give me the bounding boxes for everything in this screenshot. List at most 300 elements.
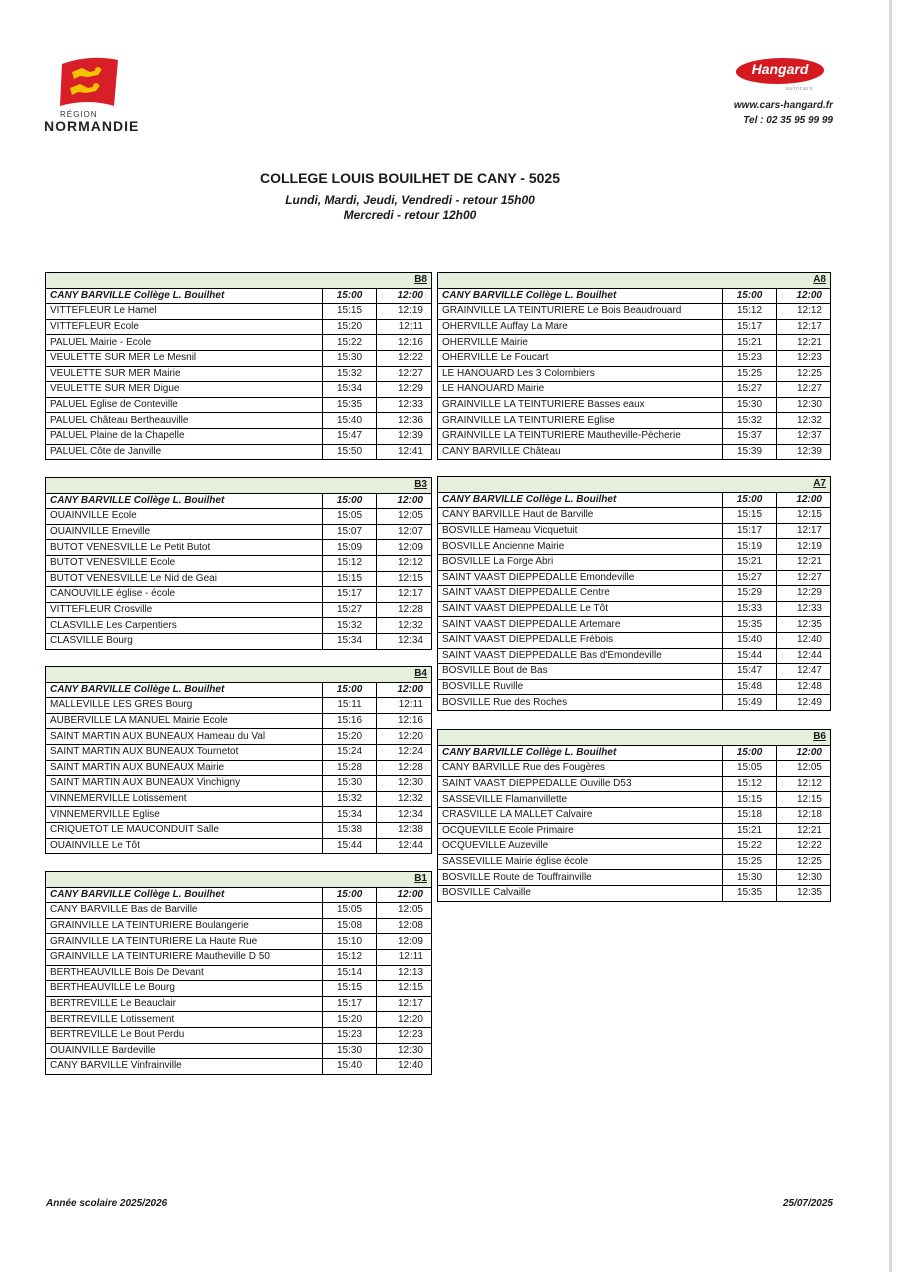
time-afternoon: 15:28 <box>323 760 377 776</box>
stop-name: PALUEL Côte de Janville <box>46 444 323 460</box>
time-afternoon: 15:15 <box>723 508 777 524</box>
stop-name: CANY BARVILLE Haut de Barville <box>438 508 723 524</box>
stop-name: VINNEMERVILLE Eglise <box>46 807 323 823</box>
table-row <box>438 444 831 460</box>
time-midday: 12:13 <box>377 965 432 981</box>
time-midday: 12:15 <box>377 571 432 587</box>
table-row <box>46 903 432 919</box>
time-afternoon: 15:32 <box>323 618 377 634</box>
time-afternoon: 15:44 <box>723 648 777 664</box>
table-row <box>46 350 432 366</box>
time-midday: 12:34 <box>377 807 432 823</box>
time-afternoon: 15:05 <box>323 509 377 525</box>
time-midday: 12:30 <box>377 776 432 792</box>
stop-name: SAINT VAAST DIEPPEDALLE Artemare <box>438 617 723 633</box>
stop-name: OUAINVILLE Bardeville <box>46 1043 323 1059</box>
table-row <box>46 887 432 903</box>
time-midday: 12:16 <box>377 713 432 729</box>
time-afternoon: 15:15 <box>323 304 377 320</box>
stop-name: SASSEVILLE Flamanvillette <box>438 792 723 808</box>
time-afternoon: 15:05 <box>323 903 377 919</box>
hangard-logo <box>728 56 833 92</box>
stop-name: CANY BARVILLE Vinfrainville <box>46 1059 323 1075</box>
time-afternoon: 15:15 <box>323 571 377 587</box>
table-row <box>46 729 432 745</box>
time-afternoon: 15:47 <box>723 664 777 680</box>
table-row <box>438 679 831 695</box>
time-afternoon: 15:17 <box>323 587 377 603</box>
time-afternoon: 15:32 <box>323 791 377 807</box>
table-row <box>438 288 831 304</box>
table-row <box>438 885 831 901</box>
time-afternoon: 15:27 <box>723 382 777 398</box>
table-row <box>438 554 831 570</box>
route-header <box>46 872 432 888</box>
time-afternoon: 15:12 <box>323 949 377 965</box>
table-row <box>46 838 432 854</box>
document-date: 25/07/2025 <box>782 1198 833 1209</box>
stop-name: CRIQUETOT LE MAUCONDUIT Salle <box>46 822 323 838</box>
schedule-days-2: Mercredi - retour 12h00 <box>343 208 477 222</box>
table-row <box>46 918 432 934</box>
time-afternoon: 15:11 <box>323 698 377 714</box>
time-midday: 12:20 <box>377 729 432 745</box>
stop-name: AUBERVILLE LA MANUEL Mairie Ecole <box>46 713 323 729</box>
time-midday: 12:28 <box>377 602 432 618</box>
table-row <box>438 319 831 335</box>
time-midday: 12:12 <box>377 555 432 571</box>
time-afternoon: 15:32 <box>323 366 377 382</box>
stop-name: GRAINVILLE LA TEINTURIERE Basses eaux <box>438 397 723 413</box>
stop-name: SAINT VAAST DIEPPEDALLE Ouville D53 <box>438 776 723 792</box>
time-afternoon: 15:24 <box>323 744 377 760</box>
stop-name: SAINT VAAST DIEPPEDALLE Centre <box>438 586 723 602</box>
stop-name: BOSVILLE Calvaille <box>438 885 723 901</box>
website-link[interactable]: www.cars-hangard.fr <box>733 100 833 111</box>
time-midday: 12:40 <box>377 1059 432 1075</box>
time-midday: 12:09 <box>377 934 432 950</box>
time-midday: 12:22 <box>777 839 831 855</box>
table-row <box>46 493 432 509</box>
time-midday: 12:29 <box>377 382 432 398</box>
stop-name: OCQUEVILLE Auzeville <box>438 839 723 855</box>
table-row <box>46 1059 432 1075</box>
time-afternoon: 15:25 <box>723 854 777 870</box>
stop-name: CRASVILLE LA MALLET Calvaire <box>438 807 723 823</box>
time-midday: 12:48 <box>777 679 831 695</box>
stop-name: CANOUVILLE église - école <box>46 587 323 603</box>
table-row <box>46 760 432 776</box>
stop-name: SAINT MARTIN AUX BUNEAUX Vinchigny <box>46 776 323 792</box>
stop-name: BOSVILLE Hameau Vicquetuit <box>438 523 723 539</box>
table-row <box>438 617 831 633</box>
time-midday: 12:05 <box>377 903 432 919</box>
time-midday: 12:39 <box>377 428 432 444</box>
stop-name: CANY BARVILLE Collège L. Bouilhet <box>46 288 323 304</box>
time-midday: 12:41 <box>377 444 432 460</box>
stop-name: CANY BARVILLE Bas de Barville <box>46 903 323 919</box>
route-table-b8 <box>45 272 432 460</box>
time-midday: 12:12 <box>777 776 831 792</box>
time-midday: 12:00 <box>377 682 432 698</box>
time-afternoon: 15:20 <box>323 729 377 745</box>
table-row <box>46 965 432 981</box>
time-midday: 12:33 <box>377 397 432 413</box>
stop-name: CANY BARVILLE Collège L. Bouilhet <box>438 288 723 304</box>
hangard-logo-sub: autocars <box>786 86 814 92</box>
time-afternoon: 15:40 <box>323 413 377 429</box>
route-code: B1 <box>46 872 432 888</box>
table-row <box>46 822 432 838</box>
table-row <box>46 509 432 525</box>
stop-name: VEULETTE SUR MER Le Mesnil <box>46 350 323 366</box>
time-afternoon: 15:20 <box>323 1012 377 1028</box>
time-midday: 12:21 <box>777 823 831 839</box>
stop-name: SAINT VAAST DIEPPEDALLE Bas d'Emondeville <box>438 648 723 664</box>
table-row <box>46 524 432 540</box>
table-row <box>438 397 831 413</box>
table-row <box>438 366 831 382</box>
stop-name: GRAINVILLE LA TEINTURIERE Mautheville-Pècherie <box>438 428 723 444</box>
time-afternoon: 15:47 <box>323 428 377 444</box>
route-header <box>438 730 831 746</box>
time-midday: 12:47 <box>777 664 831 680</box>
time-afternoon: 15:30 <box>323 350 377 366</box>
time-midday: 12:35 <box>777 885 831 901</box>
stop-name: BOSVILLE Rue des Roches <box>438 695 723 711</box>
table-row <box>46 335 432 351</box>
stop-name: SAINT MARTIN AUX BUNEAUX Hameau du Val <box>46 729 323 745</box>
time-midday: 12:11 <box>377 319 432 335</box>
phone-number: Tel : 02 35 95 99 99 <box>743 115 833 126</box>
time-midday: 12:29 <box>777 586 831 602</box>
route-header <box>46 478 432 494</box>
normandy-flag-icon <box>58 54 122 110</box>
time-afternoon: 15:48 <box>723 679 777 695</box>
time-midday: 12:25 <box>777 366 831 382</box>
time-midday: 12:17 <box>777 523 831 539</box>
time-afternoon: 15:30 <box>723 870 777 886</box>
route-code: B3 <box>46 478 432 494</box>
schedule-days-1: Lundi, Mardi, Jeudi, Vendredi - retour 15h00 <box>285 193 535 207</box>
stop-name: BUTOT VENESVILLE Le Petit Butot <box>46 540 323 556</box>
table-row <box>46 397 432 413</box>
stop-name: GRAINVILLE LA TEINTURIERE La Haute Rue <box>46 934 323 950</box>
time-afternoon: 15:27 <box>323 602 377 618</box>
table-row <box>438 413 831 429</box>
table-row <box>438 648 831 664</box>
table-row <box>438 601 831 617</box>
time-afternoon: 15:27 <box>723 570 777 586</box>
time-afternoon: 15:35 <box>323 397 377 413</box>
stop-name: OUAINVILLE Erneville <box>46 524 323 540</box>
time-midday: 12:22 <box>377 350 432 366</box>
stop-name: BUTOT VENESVILLE Ecole <box>46 555 323 571</box>
stop-name: CANY BARVILLE Collège L. Bouilhet <box>46 493 323 509</box>
table-row <box>46 934 432 950</box>
time-afternoon: 15:30 <box>323 1043 377 1059</box>
time-afternoon: 15:35 <box>723 885 777 901</box>
table-row <box>438 745 831 761</box>
table-row <box>46 744 432 760</box>
time-afternoon: 15:21 <box>723 823 777 839</box>
time-midday: 12:00 <box>377 887 432 903</box>
time-afternoon: 15:08 <box>323 918 377 934</box>
route-header <box>438 273 831 289</box>
stop-name: LE HANOUARD Mairie <box>438 382 723 398</box>
time-midday: 12:32 <box>777 413 831 429</box>
time-midday: 12:30 <box>777 870 831 886</box>
stop-name: BOSVILLE Route de Touffrainville <box>438 870 723 886</box>
time-afternoon: 15:39 <box>723 444 777 460</box>
stop-name: GRAINVILLE LA TEINTURIERE Mautheville D 50 <box>46 949 323 965</box>
time-afternoon: 15:18 <box>723 807 777 823</box>
table-row <box>438 523 831 539</box>
table-row <box>46 319 432 335</box>
time-midday: 12:23 <box>777 350 831 366</box>
time-midday: 12:11 <box>377 698 432 714</box>
time-midday: 12:15 <box>777 508 831 524</box>
time-afternoon: 15:15 <box>323 981 377 997</box>
stop-name: LE HANOUARD Les 3 Colombiers <box>438 366 723 382</box>
stop-name: PALUEL Mairie - Ecole <box>46 335 323 351</box>
time-afternoon: 15:29 <box>723 586 777 602</box>
time-afternoon: 15:23 <box>723 350 777 366</box>
stop-name: CANY BARVILLE Rue des Fougères <box>438 761 723 777</box>
region-name: NORMANDIE <box>44 118 140 134</box>
table-row <box>438 695 831 711</box>
time-midday: 12:00 <box>377 288 432 304</box>
stop-name: BERTHEAUVILLE Le Bourg <box>46 981 323 997</box>
time-midday: 12:24 <box>377 744 432 760</box>
time-afternoon: 15:05 <box>723 761 777 777</box>
stop-name: PALUEL Eglise de Conteville <box>46 397 323 413</box>
time-midday: 12:00 <box>777 492 831 508</box>
time-afternoon: 15:20 <box>323 319 377 335</box>
route-table-a8 <box>437 272 831 460</box>
time-midday: 12:08 <box>377 918 432 934</box>
time-midday: 12:17 <box>377 996 432 1012</box>
table-row <box>438 586 831 602</box>
time-midday: 12:30 <box>377 1043 432 1059</box>
stop-name: BERTHEAUVILLE Bois De Devant <box>46 965 323 981</box>
time-afternoon: 15:09 <box>323 540 377 556</box>
stop-name: CANY BARVILLE Château <box>438 444 723 460</box>
route-code: A8 <box>438 273 831 289</box>
time-midday: 12:17 <box>377 587 432 603</box>
time-midday: 12:27 <box>777 382 831 398</box>
table-row <box>46 791 432 807</box>
stop-name: VITTEFLEUR Crosville <box>46 602 323 618</box>
table-row <box>438 428 831 444</box>
time-afternoon: 15:00 <box>323 887 377 903</box>
time-afternoon: 15:17 <box>723 319 777 335</box>
stop-name: BOSVILLE La Forge Abri <box>438 554 723 570</box>
table-row <box>46 540 432 556</box>
stop-name: VEULETTE SUR MER Digue <box>46 382 323 398</box>
time-midday: 12:39 <box>777 444 831 460</box>
time-midday: 12:33 <box>777 601 831 617</box>
time-midday: 12:19 <box>377 304 432 320</box>
time-afternoon: 15:00 <box>723 288 777 304</box>
table-row <box>438 761 831 777</box>
time-midday: 12:21 <box>777 335 831 351</box>
time-afternoon: 15:15 <box>723 792 777 808</box>
time-midday: 12:16 <box>377 335 432 351</box>
table-row <box>438 539 831 555</box>
stop-name: VITTEFLEUR Ecole <box>46 319 323 335</box>
time-midday: 12:44 <box>377 838 432 854</box>
table-row <box>46 571 432 587</box>
stop-name: OCQUEVILLE Ecole Primaire <box>438 823 723 839</box>
time-afternoon: 15:22 <box>723 839 777 855</box>
table-row <box>46 444 432 460</box>
table-row <box>46 776 432 792</box>
stop-name: PALUEL Château Bertheauville <box>46 413 323 429</box>
table-row <box>46 633 432 649</box>
route-code: B6 <box>438 730 831 746</box>
table-row <box>46 1043 432 1059</box>
school-year: Année scolaire 2025/2026 <box>46 1198 168 1209</box>
stop-name: OUAINVILLE Le Tôt <box>46 838 323 854</box>
page-title: COLLEGE LOUIS BOUILHET DE CANY - 5025 <box>259 170 560 186</box>
time-midday: 12:27 <box>777 570 831 586</box>
time-afternoon: 15:30 <box>323 776 377 792</box>
time-afternoon: 15:00 <box>323 493 377 509</box>
stop-name: CANY BARVILLE Collège L. Bouilhet <box>438 492 723 508</box>
time-midday: 12:38 <box>377 822 432 838</box>
route-table-b4 <box>45 666 432 854</box>
table-row <box>46 428 432 444</box>
time-midday: 12:27 <box>377 366 432 382</box>
time-midday: 12:00 <box>377 493 432 509</box>
contact-block <box>734 98 833 128</box>
time-midday: 12:35 <box>777 617 831 633</box>
time-afternoon: 15:34 <box>323 633 377 649</box>
stop-name: GRAINVILLE LA TEINTURIERE Eglise <box>438 413 723 429</box>
stop-name: BOSVILLE Ancienne Mairie <box>438 539 723 555</box>
stop-name: CLASVILLE Les Carpentiers <box>46 618 323 634</box>
time-midday: 12:05 <box>777 761 831 777</box>
table-row <box>46 618 432 634</box>
time-midday: 12:15 <box>377 981 432 997</box>
time-afternoon: 15:14 <box>323 965 377 981</box>
time-midday: 12:23 <box>377 1027 432 1043</box>
table-row <box>46 807 432 823</box>
stop-name: BERTREVILLE Lotissement <box>46 1012 323 1028</box>
table-row <box>46 682 432 698</box>
stop-name: OHERVILLE Mairie <box>438 335 723 351</box>
time-midday: 12:34 <box>377 633 432 649</box>
table-row <box>438 632 831 648</box>
table-row <box>438 823 831 839</box>
stop-name: VITTEFLEUR Le Hamel <box>46 304 323 320</box>
time-midday: 12:32 <box>377 791 432 807</box>
time-midday: 12:28 <box>377 760 432 776</box>
stop-name: MALLEVILLE LES GRES Bourg <box>46 698 323 714</box>
table-row <box>46 949 432 965</box>
route-table-b1 <box>45 871 432 1075</box>
stop-name: GRAINVILLE LA TEINTURIERE Le Bois Beaudrouard <box>438 304 723 320</box>
stop-name: CANY BARVILLE Collège L. Bouilhet <box>46 887 323 903</box>
table-row <box>438 854 831 870</box>
route-code: B4 <box>46 667 432 683</box>
table-row <box>438 792 831 808</box>
time-midday: 12:21 <box>777 554 831 570</box>
route-header <box>46 667 432 683</box>
time-midday: 12:36 <box>377 413 432 429</box>
stop-name: BERTREVILLE Le Beauclair <box>46 996 323 1012</box>
table-row <box>438 335 831 351</box>
time-afternoon: 15:22 <box>323 335 377 351</box>
time-afternoon: 15:25 <box>723 366 777 382</box>
time-afternoon: 15:30 <box>723 397 777 413</box>
time-afternoon: 15:21 <box>723 335 777 351</box>
time-midday: 12:05 <box>377 509 432 525</box>
route-table-a7 <box>437 476 831 711</box>
table-row <box>438 664 831 680</box>
time-midday: 12:44 <box>777 648 831 664</box>
time-midday: 12:25 <box>777 854 831 870</box>
table-row <box>438 870 831 886</box>
table-row <box>438 304 831 320</box>
time-midday: 12:11 <box>377 949 432 965</box>
table-row <box>46 1012 432 1028</box>
table-row <box>46 1027 432 1043</box>
table-row <box>46 304 432 320</box>
time-midday: 12:00 <box>777 745 831 761</box>
time-midday: 12:17 <box>777 319 831 335</box>
hangard-logo-text: Hangard <box>751 61 809 77</box>
table-row <box>438 492 831 508</box>
time-afternoon: 15:34 <box>323 807 377 823</box>
time-midday: 12:49 <box>777 695 831 711</box>
stop-name: SAINT VAAST DIEPPEDALLE Frébois <box>438 632 723 648</box>
table-row <box>46 602 432 618</box>
time-afternoon: 15:00 <box>323 288 377 304</box>
time-midday: 12:19 <box>777 539 831 555</box>
table-row <box>46 555 432 571</box>
stop-name: GRAINVILLE LA TEINTURIERE Boulangerie <box>46 918 323 934</box>
page-edge-shadow <box>889 0 892 1272</box>
stop-name: SAINT MARTIN AUX BUNEAUX Tournetot <box>46 744 323 760</box>
time-afternoon: 15:19 <box>723 539 777 555</box>
region-normandie-logo <box>44 52 144 132</box>
table-row <box>46 382 432 398</box>
time-afternoon: 15:34 <box>323 382 377 398</box>
table-row <box>438 508 831 524</box>
stop-name: SAINT VAAST DIEPPEDALLE Le Tôt <box>438 601 723 617</box>
time-afternoon: 15:35 <box>723 617 777 633</box>
time-afternoon: 15:44 <box>323 838 377 854</box>
time-afternoon: 15:49 <box>723 695 777 711</box>
stop-name: OHERVILLE Auffay La Mare <box>438 319 723 335</box>
table-row <box>46 413 432 429</box>
time-afternoon: 15:12 <box>723 304 777 320</box>
time-afternoon: 15:07 <box>323 524 377 540</box>
time-midday: 12:20 <box>377 1012 432 1028</box>
table-row <box>46 288 432 304</box>
time-afternoon: 15:40 <box>323 1059 377 1075</box>
time-afternoon: 15:17 <box>723 523 777 539</box>
stop-name: BUTOT VENESVILLE Le Nid de Geai <box>46 571 323 587</box>
time-afternoon: 15:37 <box>723 428 777 444</box>
route-table-b3 <box>45 477 432 650</box>
time-afternoon: 15:17 <box>323 996 377 1012</box>
time-afternoon: 15:38 <box>323 822 377 838</box>
route-header <box>438 477 831 493</box>
stop-name: VEULETTE SUR MER Mairie <box>46 366 323 382</box>
